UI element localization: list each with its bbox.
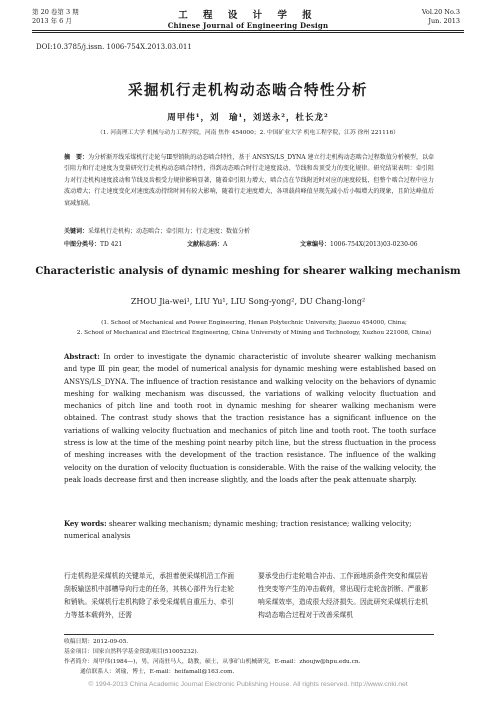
clc-label: 中图分类号： [64,241,101,248]
article-no-label: 文章编号： [300,241,331,248]
doi[interactable]: DOI:10.3785/j.issn. 1006-754X.2013.03.011 [36,43,192,51]
affiliation-cn: （1. 河南理工大学 机械与动力工程学院，河南 焦作 454000；2. 中国矿业大学 机电工程学院，江苏 徐州 221116） [97,130,399,136]
header-rule-thin [32,32,464,33]
footnote-contact: 通信联系人：刘瑜，博士，E-mail：heifamall@163.com. [80,669,235,675]
affiliation-en-2: 2. School of Mechanical and Electrical Engineering, China University of Mining and Technology, Xuzhou 221008, China) [76,330,432,336]
keywords-en-label: Key words: [64,519,107,528]
issue-volume-en: Vol.20 No.3 [421,8,460,16]
body-column-left: 行走机构是采煤机的关键单元，承担着使采煤机沿工作面刮板输送机中部槽导向行走的任务，其核心部件为行走轮和销轨。采煤机行走机构除了承受采煤机自重压力、牵引力等基本载荷外，还需 [64,572,234,620]
doc-code-value: A [223,241,228,248]
keywords-cn-label: 关键词： [64,228,89,235]
keywords-en [64,518,436,543]
abstract-cn-label: 摘 要： [64,154,89,161]
authors-cn: 周甲伟¹，刘 瑜¹，刘送永²，杜长龙² [167,113,329,123]
abstract-en-label: Abstract: [64,352,100,361]
journal-title-cn: 工 程 设 计 学 报 [178,10,318,21]
document-code [187,239,227,248]
issue-date-cn: 2013 年 6 月 [32,17,72,25]
title-en: Characteristic analysis of dynamic meshing for shearer walking mechanism [35,266,461,277]
clc-number [64,239,122,248]
affiliation-en-1: (1. School of Mechanical and Power Engineering, Henan Polytechnic University, Jiaozuo 454000, China; [101,320,407,326]
keywords-cn [64,226,434,235]
footnote-received: 收稿日期：2012-09-05. [64,639,129,645]
abstract-cn [64,152,434,209]
copyright-watermark: © 1994-2013 China Academic Journal Electronic Publishing House. All rights reserved. http://www.cnki.net [88,681,408,688]
abstract-en-text: In order to investigate the dynamic characteristic of involute shearer walking mechanism and type Ⅲ pin gear, the model of numerical analysis for dynamic meshing were established based on ANSYS/LS_DYNA. The influence of traction resistance and walking velocity on the behaviors of dynamic meshing for walking mechanism was discussed, the variations of walking velocity fluctuation and mechanics of pitch line and tooth root in dynamic meshing for shearer walking mechanism were obtained. The contrast study shows that the traction resistance has a significant influence on the variations of walking velocity fluctuation and mechanics of pitch line and tooth root. The tooth surface stress is low at the time of the meshing point nearby pitch line, but the stress fluctuation in the process of meshing increases with the development of the traction resistance. The influence of the walking velocity on the duration of velocity fluctuation is considerable. With the raise of the walking velocity, the peak loads decrease first and then increase slightly, and the loads after the peak attenuate sharply. [64,353,436,484]
issue-date-en: Jun. 2013 [428,17,460,25]
article-number [300,239,418,248]
footnote-fund: 基金项目：国家自然科学基金资助项目(51005232). [64,649,199,655]
body-column-right: 要承受由行走轮啮合冲击、工作面地质条件突变和煤层岩性突变等产生的冲击载荷，常出现行走轮齿折断、严重影响采煤效率，造成很大经济损失。因此研究采煤机行走机构动态啮合过程对于改善采煤机 [258,572,428,620]
footnote-author-bio: 作者简介：周甲伟(1984—)，男，河南驻马人，助教，硕士，从事矿山机械研究，E-mail：zhoujw@hpu.edu.cn. [64,659,361,665]
doc-code-label: 文献标志码： [187,241,224,248]
clc-value: TD 421 [100,241,123,248]
keywords-cn-text: 采煤机行走机构；动态啮合；牵引阻力；行走速度；数值分析 [88,228,251,235]
footnote-rule [64,634,434,635]
abstract-cn-text: 为分析渐开线采煤机行走轮与Ⅲ型销轨的动态啮合特性，基于 ANSYS/LS_DYNA 建立行走机构动态啮合过程数值分析模型，以牵引阻力和行走速度为变量研究行走机构动态啮合特性，得到动态啮合时行走速度波动、节线和齿顶受力的变化规律。研究结果表明：牵引阻力对行走机构速度波动和节线及齿根受力规律影响显著，随着牵引阻力增大，啮合点在节线附近时对应的速度较低，但整个啮合过程中应力波动增大；行走速度变化对速度波动持续时间有较大影响，随着行走速度增大，各项载荷峰值呈现先减小后小幅增大的现象，且阶达峰值后衰减加剧。 [64,154,434,207]
authors-en: ZHOU Jia-wei¹, LIU Yu¹, LIU Song-yong², DU Chang-long² [130,297,366,306]
header-rule [32,30,464,31]
journal-title-en: Chinese Journal of Engineering Design [167,21,329,30]
abstract-en [64,351,436,486]
article-no-value: 1006-754X(2013)03-0230-06 [330,241,418,248]
keywords-en-text: shearer walking mechanism; dynamic meshing; traction resistance; walking velocity; numerical analysis [64,520,412,541]
issue-volume-cn: 第 20 卷第 3 期 [32,8,79,16]
issue-info-en [422,8,460,26]
title-cn: 采掘机行走机构动态啮合特性分析 [128,83,368,99]
